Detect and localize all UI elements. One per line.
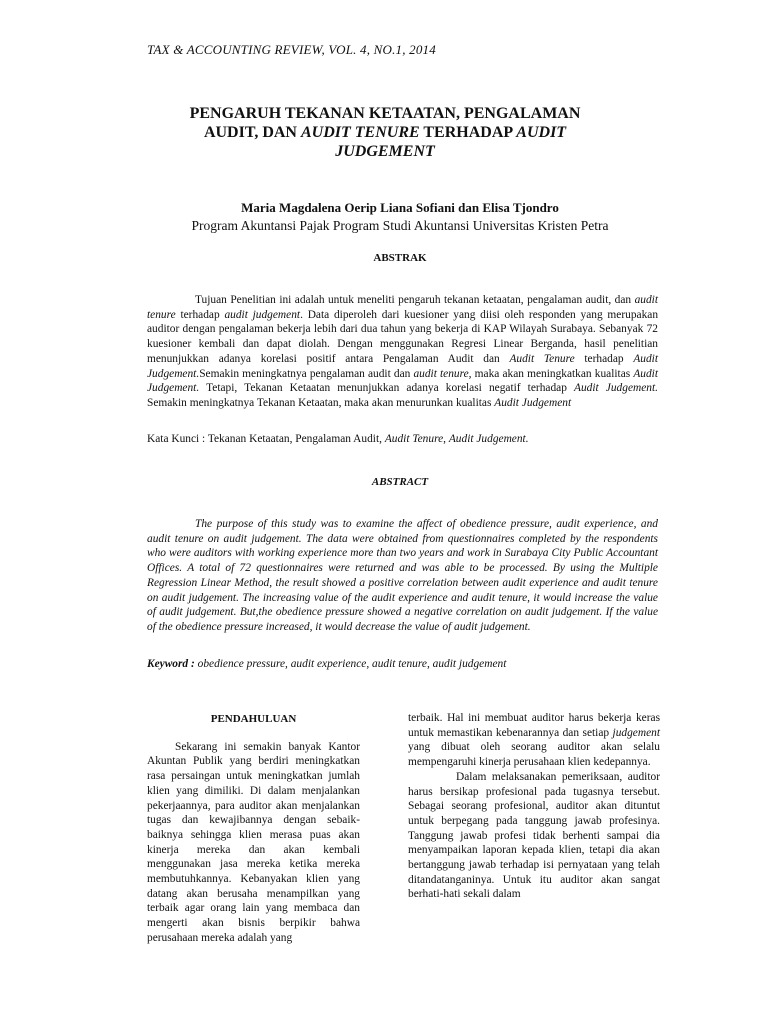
abstrak-text: terhadap	[175, 308, 225, 321]
keyword-line	[147, 657, 658, 672]
title-text: TERHADAP	[419, 124, 517, 141]
left-column	[147, 712, 360, 946]
title-italic-judgement: JUDGEMENT	[335, 143, 435, 160]
journal-header: TAX & ACCOUNTING REVIEW, VOL. 4, NO.1, 2014	[147, 42, 436, 57]
abstrak-text: terhadap	[574, 352, 634, 365]
abstrak-italic: audit tenure	[147, 294, 658, 321]
kata-kunci-sep: ,	[443, 433, 449, 445]
title-italic-audit: AUDIT	[516, 124, 567, 141]
authors: Maria Magdalena Oerip Liana Sofiani dan Elisa Tjondro	[241, 200, 559, 215]
abstrak-italic: Audit Judgement	[494, 396, 572, 409]
body-text: yang dibuat oleh seorang auditor akan selalu mempengaruhi kinerja perusahaan klien kedepannya.	[408, 741, 660, 769]
abstrak-body	[147, 293, 658, 411]
abstrak-italic: audit tenure,	[413, 367, 472, 380]
pendahuluan-right-paragraph-1	[408, 711, 660, 770]
abstract-heading: ABSTRACT	[371, 476, 429, 488]
pendahuluan-left-paragraph: Sekarang ini semakin banyak Kantor Akuntan Publik yang berdiri meningkatkan rasa persaingan untuk meningkatkan jumlah klien yang dimiliki. Di dalam menjalankan pekerjaannya, para auditor akan menjalankan tugas dan kewajibannya dengan sebaik-baiknya sehingga klien merasa puas akan kinerja mereka dan akan kembali menggunakan jasa mereka ketika mereka membutuhkannya. Kebanyakan klien yang datang akan berusaha menampilkan yang terbaik agar orang lain yang membaca dan mengerti akan bisnis berpikir bahwa perusahaan mereka adalah yang	[147, 740, 360, 944]
right-column	[408, 711, 660, 902]
abstrak-text: Semakin meningkatnya Tekanan Ketaatan, maka akan menurunkan kualitas	[147, 396, 495, 409]
kata-kunci-text: Kata Kunci : Tekanan Ketaatan, Pengalaman Audit,	[147, 433, 385, 445]
abstrak-heading: ABSTRAK	[373, 252, 427, 264]
keyword-text: obedience pressure, audit experience, audit tenure, audit judgement	[194, 658, 507, 670]
abstrak-text: Semakin meningkatnya pengalaman audit dan	[199, 367, 414, 380]
kata-kunci-italic: Audit Judgement.	[448, 433, 529, 445]
affiliation: Program Akuntansi Pajak Program Studi Akuntansi Universitas Kristen Petra	[191, 218, 609, 233]
kata-kunci	[147, 432, 658, 447]
abstrak-italic: Audit Judgement.	[147, 367, 658, 395]
keyword-label: Keyword :	[147, 658, 195, 670]
title-italic-audit-tenure: AUDIT TENURE	[300, 124, 420, 141]
title-line-1: PENGARUH TEKANAN KETAATAN, PENGALAMAN	[189, 105, 581, 122]
body-italic: judgement	[612, 726, 660, 739]
title-line-2	[140, 123, 630, 142]
kata-kunci-italic: Audit Tenure	[384, 433, 444, 445]
abstrak-italic: Audit Judgement.	[574, 382, 658, 395]
section-heading-pendahuluan: PENDAHULUAN	[210, 713, 297, 725]
abstrak-text: Tujuan Penelitian ini adalah untuk meneliti pengaruh tekanan ketaatan, pengalaman audit, dan	[195, 294, 635, 306]
abstrak-text: Tetapi, Tekanan Ketaatan menunjukkan adanya korelasi negatif terhadap	[199, 382, 575, 395]
body-text: terbaik. Hal ini membuat auditor harus bekerja keras untuk memastikan kebenarannya dan setiap	[408, 712, 660, 739]
abstrak-italic: Audit Tenure	[509, 352, 575, 365]
abstract-body: The purpose of this study was to examine the affect of obedience pressure, audit experience, and audit tenure on audit judgement. The data were obtained from questionnaires completed by the respondents who were auditors with working experience more than two years and work in Surabaya City Public Accountant Offices. A total of 72 questionnaires were returned and was able to be processed. By using the Multiple Regression Linear Method, the result showed a positive correlation between audit experience and audit tenure on audit judgement. The increasing value of the audit experience and audit tenure, it would increase the value of audit judgement. But,the obedience pressure showed a negative correlation on audit judgement. If the value of the obedience pressure increased, it would decrease the value of audit judgement.	[147, 518, 658, 633]
abstrak-italic: Audit Judgement.	[147, 352, 658, 380]
title-text: AUDIT, DAN	[203, 124, 301, 141]
paper-title	[140, 104, 630, 161]
pendahuluan-right-paragraph-2: Dalam melaksanakan pemeriksaan, auditor harus bersikap profesional pada tugasnya tersebut. Sebagai seorang profesional, auditor akan dituntut untuk berpegang pada tanggung jawab profesinya. Tanggung jawab profesi tidak berhenti sampai dia menyampaikan laporan kepada klien, tetapi dia akan bertanggung jawab terhadap isi pernyataan yang telah ditandatanganinya. Untuk itu auditor akan sangat berhati-hati sekali dalam	[408, 770, 660, 901]
abstrak-text: . Data diperoleh dari kuesioner yang diisi oleh responden yang merupakan auditor dengan pengalaman bekerja lebih dari dua tahun yang bekerja di KAP Wilayah Surabaya. Sebanyak 72 kuesioner kembali dan dapat diolah. Dengan menggunakan Regresi Linear Berganda, hasil penelitian menunjukkan adanya korelasi positif antara Pengalaman Audit dan	[147, 308, 659, 365]
title-line-3	[140, 142, 630, 161]
abstrak-text: maka akan meningkatkan kualitas	[471, 367, 634, 380]
abstrak-italic: audit judgement	[224, 308, 301, 321]
